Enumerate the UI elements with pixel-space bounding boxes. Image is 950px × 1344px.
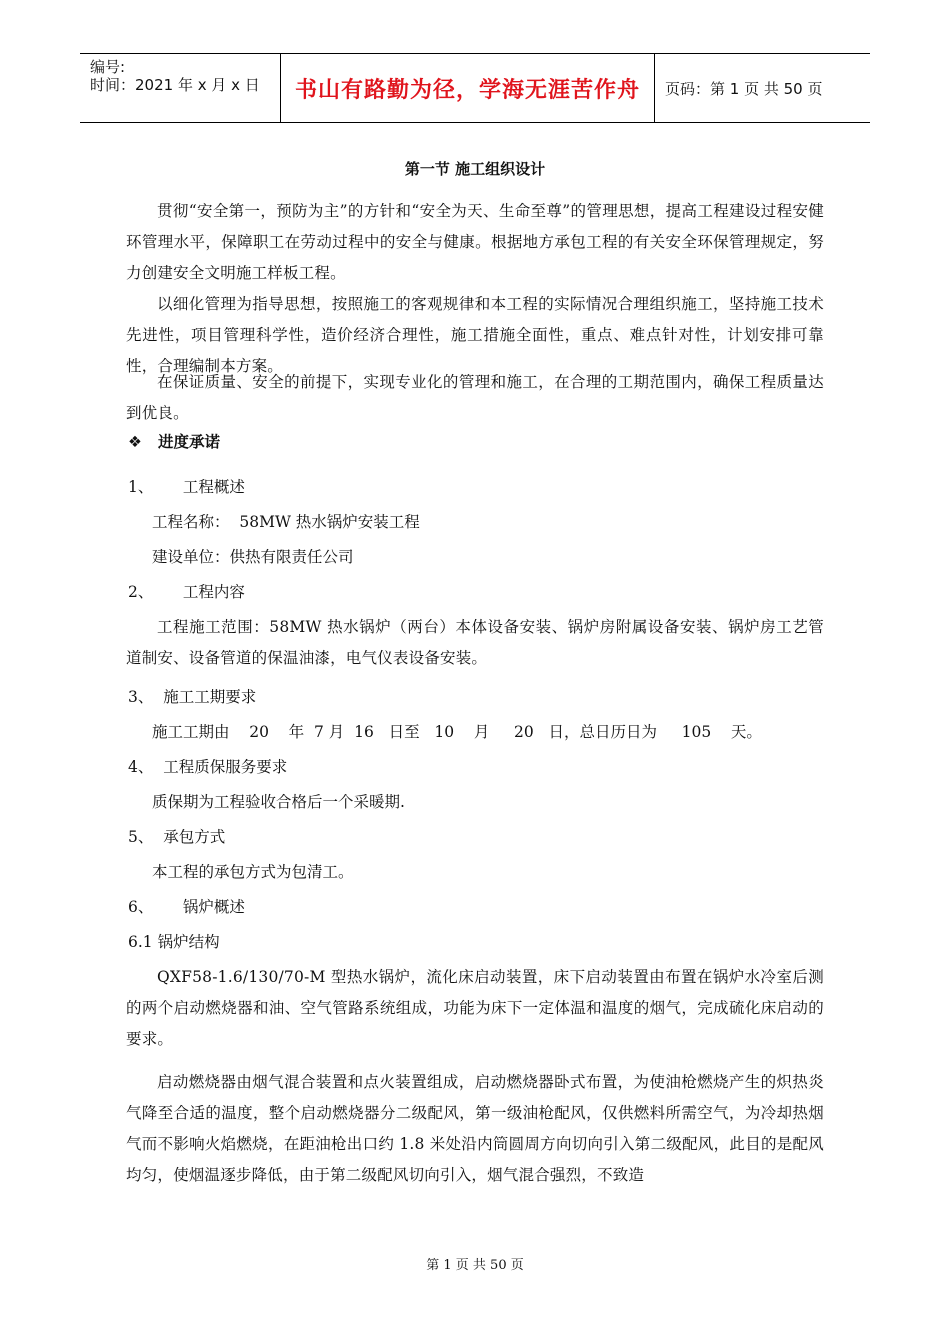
project-name: 工程名称： 58MW 热水锅炉安装工程 <box>152 513 420 531</box>
construction-unit: 建设单位：供热有限责任公司 <box>152 548 354 566</box>
intro-paragraph-1: 贯彻“安全第一，预防为主”的方针和“安全为天、生命至尊”的管理思想，提高工程建设过程安健环管理水平，保障职工在劳动过程中的安全与健康。根据地方承包工程的有关安全环保管理规定，努力创建安全文明施工样板工程。 <box>126 202 824 282</box>
heading-1: 1、 工程概述 <box>128 478 245 496</box>
heading-5: 5、 承包方式 <box>128 828 226 846</box>
time-label: 时间：2021 年 x 月 x 日 <box>90 76 260 94</box>
boiler-paragraph-1: QXF58-1.6/130/70-M 型热水锅炉，流化床启动装置，床下启动装置由布置在锅炉水冷室后测的两个启动燃烧器和油、空气管路系统组成，功能为床下一定体温和温度的烟气，完成硫化床启动的要求。 <box>126 968 824 1048</box>
section-title: 第一节 施工组织设计 <box>404 160 546 178</box>
heading-4: 4、 工程质保服务要求 <box>128 758 288 776</box>
intro-paragraph-3: 在保证质量、安全的前提下，实现专业化的管理和施工，在合理的工期范围内，确保工程质量达到优良。 <box>126 373 824 422</box>
diamond-bullet-icon: ❖ <box>128 433 142 451</box>
contract-line: 本工程的承包方式为包清工。 <box>152 863 354 881</box>
project-scope: 工程施工范围：58MW 热水锅炉（两台）本体设备安装、锅炉房附属设备安装、锅炉房工艺管道制安、设备管道的保温油漆，电气仪表设备安装。 <box>126 618 824 667</box>
progress-heading-text: 进度承诺 <box>158 433 221 451</box>
number-label: 编号: <box>90 58 126 76</box>
heading-2: 2、 工程内容 <box>128 583 245 601</box>
progress-heading <box>128 430 220 452</box>
schedule-line: 施工工期由 20 年 7 月 16 日至 10 月 20 日，总日历日为 105 天。 <box>152 723 762 741</box>
heading-3: 3、 施工工期要求 <box>128 688 257 706</box>
warranty-line: 质保期为工程验收合格后一个采暖期. <box>152 793 405 811</box>
header-page-info: 页码：第 1 页 共 50 页 <box>665 79 823 98</box>
heading-6-1: 6.1 锅炉结构 <box>128 933 220 951</box>
heading-6: 6、 锅炉概述 <box>128 898 245 916</box>
header-meta <box>80 54 281 122</box>
intro-paragraph-2: 以细化管理为指导思想，按照施工的客观规律和本工程的实际情况合理组织施工，坚持施工技术先进性，项目管理科学性，造价经济合理性，施工措施全面性，重点、难点针对性，计划安排可靠性，合理编制本方案。 <box>126 295 824 375</box>
header-motto: 书山有路勤为径，学海无涯苦作舟 <box>281 54 655 122</box>
header-table <box>80 53 870 123</box>
page-footer: 第 1 页 共 50 页 <box>426 1258 524 1273</box>
boiler-paragraph-2: 启动燃烧器由烟气混合装置和点火装置组成，启动燃烧器卧式布置，为使油枪燃烧产生的炽热炎气降至合适的温度，整个启动燃烧器分二级配风，第一级油枪配风，仅供燃料所需空气，为冷却热烟气而不影响火焰燃烧，在距油枪出口约 1.8 米处沿内筒圆周方向切向引入第二级配风，此目的是配风均匀，使烟温逐步降低，由于第二级配风切向引入，烟气混合强烈，不致造 <box>126 1073 824 1184</box>
